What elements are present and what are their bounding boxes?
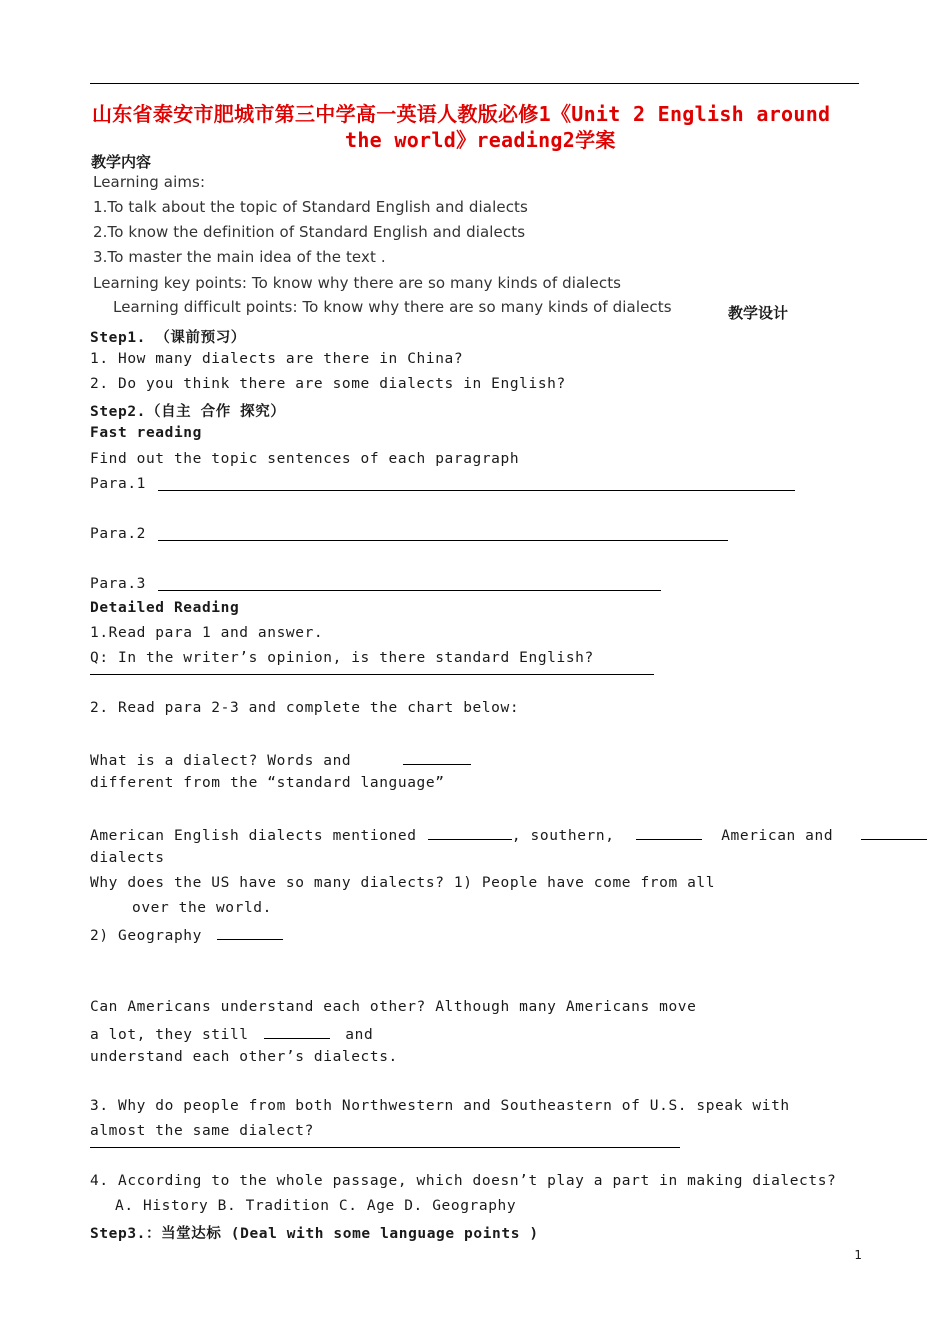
chart-row-4b [90, 1024, 373, 1043]
side-label: 教学设计 [728, 304, 789, 322]
aim-item-2: 2.To know the definition of Standard English and dialects [93, 223, 526, 241]
key-points: Learning key points: To know why there are so many kinds of dialects [93, 274, 622, 292]
question-3-answer-line[interactable] [90, 1147, 680, 1148]
chart-row-1a-text: What is a dialect? Words and [90, 753, 352, 769]
detailed-task-1: 1.Read para 1 and answer. [90, 625, 324, 641]
dialect-blank-3[interactable] [861, 825, 927, 840]
chart-row-2b: dialects [90, 850, 165, 866]
chart-row-2-text-3: American and [721, 828, 834, 844]
geography-blank[interactable] [217, 925, 283, 940]
question-3-line-2: almost the same dialect? [90, 1123, 314, 1139]
chart-row-4a: Can Americans understand each other? Although many Americans move [90, 999, 697, 1015]
detailed-task-2: 2. Read para 2-3 and complete the chart below: [90, 700, 520, 716]
step1-heading: Step1. （课前预习） [90, 330, 246, 346]
chart-row-4b-text: a lot, they still [90, 1027, 249, 1043]
chart-row-4b-end: and [345, 1027, 374, 1043]
detailed-reading-heading: Detailed Reading [90, 600, 240, 616]
para3-answer-line[interactable] [158, 590, 661, 591]
still-blank[interactable] [264, 1024, 330, 1039]
question-4-options: A. History B. Tradition C. Age D. Geography [115, 1198, 517, 1214]
step1-question-2: 2. Do you think there are some dialects in English? [90, 376, 566, 392]
fast-reading-instruction: Find out the topic sentences of each paragraph [90, 451, 520, 467]
fast-reading-heading: Fast reading [90, 425, 202, 441]
step3-heading: Step3.：当堂达标 (Deal with some language points ) [90, 1226, 539, 1242]
step2-heading: Step2.（自主 合作 探究） [90, 404, 286, 420]
para3-label: Para.3 [90, 576, 146, 592]
aim-item-1: 1.To talk about the topic of Standard English and dialects [93, 198, 528, 216]
section-label: 教学内容 [91, 153, 152, 171]
title-line-2: the world》reading2学案 [345, 128, 616, 152]
para2-label: Para.2 [90, 526, 146, 542]
geography-label: 2) Geography [90, 928, 202, 944]
question-3-line-1: 3. Why do people from both Northwestern and Southeastern of U.S. speak with [90, 1098, 790, 1114]
chart-row-2-text-2: , southern, [511, 828, 615, 844]
chart-row-4c: understand each other’s dialects. [90, 1049, 398, 1065]
chart-row-3b: over the world. [132, 900, 272, 916]
question-4: 4. According to the whole passage, which doesn’t play a part in making dialects? [90, 1173, 837, 1189]
step1-question-1: 1. How many dialects are there in China? [90, 351, 464, 367]
para2-answer-line[interactable] [158, 540, 728, 541]
para1-answer-line[interactable] [158, 490, 795, 491]
page-number: 1 [854, 1248, 862, 1262]
chart-row-1a [90, 750, 471, 769]
detailed-question-1: Q: In the writer’s opinion, is there standard English? [90, 650, 594, 666]
aim-item-3: 3.To master the main idea of the text . [93, 248, 386, 266]
chart-row-3c [90, 925, 283, 944]
dialect-blank-2[interactable] [636, 825, 702, 840]
chart-row-2a [90, 825, 927, 844]
title-line-1: 山东省泰安市肥城市第三中学高一英语人教版必修1《Unit 2 English around [92, 102, 831, 126]
chart-row-3a: Why does the US have so many dialects? 1) People have come from all [90, 875, 716, 891]
detailed-answer-line-1[interactable] [90, 674, 654, 675]
top-rule [90, 83, 859, 84]
para1-label: Para.1 [90, 476, 146, 492]
chart-row-1b: different from the “standard language” [90, 775, 445, 791]
dialect-blank[interactable] [403, 750, 471, 765]
chart-row-2-text-1: American English dialects mentioned [90, 828, 417, 844]
difficult-points: Learning difficult points: To know why there are so many kinds of dialects [113, 298, 672, 316]
dialect-blank-1[interactable] [428, 825, 512, 840]
aims-heading: Learning aims: [93, 173, 206, 191]
